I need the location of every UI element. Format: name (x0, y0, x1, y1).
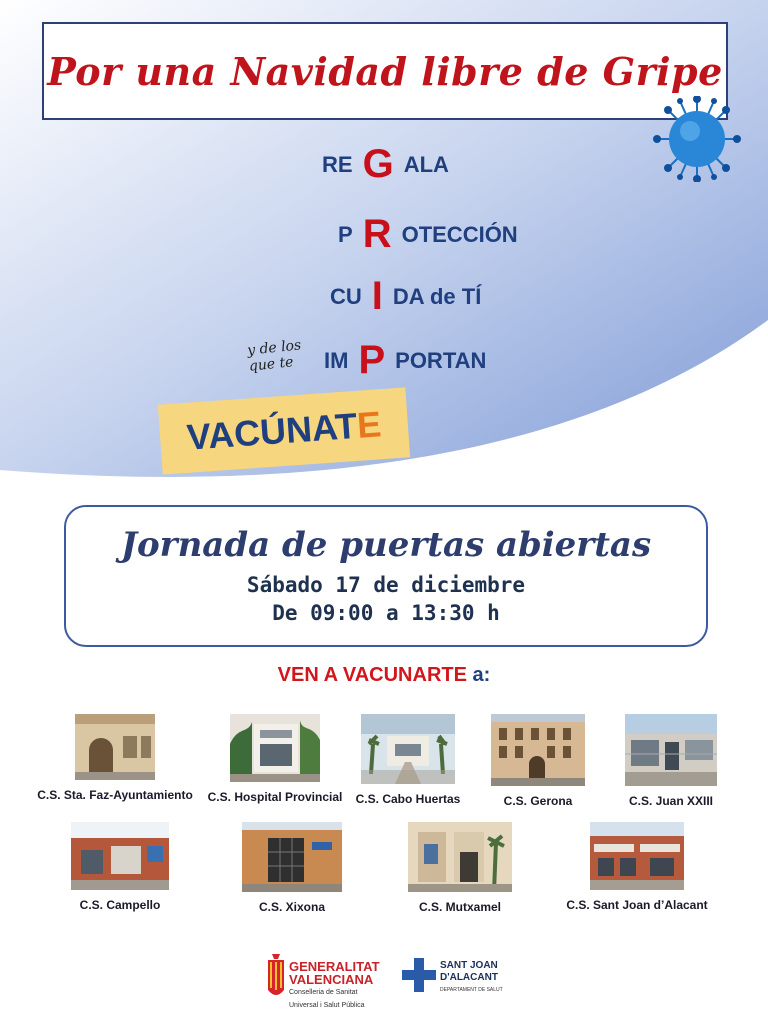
acrostic-row-3 (330, 274, 481, 319)
center-name: C.S. Hospital Provincial (207, 790, 343, 804)
center-name: C.S. Xixona (258, 900, 326, 914)
center-photo (242, 822, 342, 892)
sant-joan-sub: DEPARTAMENT DE SALUT (440, 987, 503, 993)
center-hospital-provincial (200, 714, 350, 804)
acrostic-after: OTECCIÓN (401, 221, 518, 247)
acrostic-letter: R (362, 212, 392, 256)
center-sta-faz (30, 714, 200, 802)
center-photo (491, 714, 585, 786)
center-photo (71, 822, 169, 890)
vacunate-main: VACÚNAT (185, 404, 359, 458)
vacunate-last-letter: E (355, 403, 383, 446)
generalitat-shield-icon (266, 952, 286, 1002)
center-name: C.S. Sant Joan d’Alacant (566, 898, 708, 912)
generalitat-sub1: Conselleria de Sanitat (289, 989, 358, 996)
center-juan-xxiii (610, 714, 732, 808)
acrostic-row-1 (322, 142, 449, 187)
center-photo (625, 714, 717, 786)
center-name: C.S. Mutxamel (418, 900, 502, 914)
event-title: Jornada de puertas abiertas (120, 525, 652, 565)
center-name: C.S. Cabo Huertas (355, 792, 461, 806)
event-box (64, 505, 708, 647)
acrostic-after: ALA (403, 151, 449, 177)
generalitat-logo-text (289, 960, 380, 1012)
center-photo (230, 714, 320, 782)
center-campello (60, 822, 180, 912)
script-note-line: que te (248, 354, 295, 375)
footer-logos (0, 952, 768, 1012)
acrostic-row-4 (324, 338, 486, 383)
acrostic-before: RE (322, 151, 353, 177)
generalitat-line2: VALENCIANA (289, 972, 374, 987)
center-cabo-huertas (348, 714, 468, 806)
center-photo (361, 714, 455, 784)
center-name: C.S. Juan XXIII (628, 794, 714, 808)
acrostic-letter: P (358, 338, 386, 382)
center-mutxamel (400, 822, 520, 914)
health-cross-icon (402, 958, 436, 992)
acrostic-letter: G (362, 142, 394, 186)
event-time: De 09:00 a 13:30 h (272, 601, 500, 625)
script-note-line: y de los (246, 337, 303, 359)
acrostic-after: DA de TÍ (392, 283, 482, 309)
acrostic-after: PORTAN (395, 347, 487, 373)
center-photo (590, 822, 684, 890)
acrostic-row-2 (338, 212, 518, 257)
acrostic-before: CU (330, 283, 362, 309)
ven-heading (0, 664, 768, 687)
generalitat-sub2: Universal i Salut Pública (289, 1002, 365, 1009)
center-xixona (232, 822, 352, 914)
center-photo (75, 714, 155, 780)
center-name: C.S. Campello (79, 898, 161, 912)
center-sant-joan (562, 822, 712, 912)
ven-heading-blue: a: (472, 664, 491, 686)
ven-heading-red: VEN A VACUNARTE (277, 664, 467, 686)
sant-joan-line2: D'ALACANT (440, 972, 498, 983)
script-note (246, 337, 303, 374)
acrostic-letter: I (371, 274, 383, 318)
center-photo (408, 822, 512, 892)
acrostic-before: P (338, 221, 353, 247)
sant-joan-line1: SANT JOAN (440, 960, 498, 971)
page-title: Por una Navidad libre de Gripe (47, 48, 723, 94)
center-name: C.S. Gerona (503, 794, 573, 808)
virus-illustration (652, 96, 742, 182)
center-name: C.S. Sta. Faz-Ayuntamiento (37, 788, 193, 802)
sant-joan-logo-text (440, 960, 503, 996)
center-gerona (478, 714, 598, 808)
generalitat-line1: GENERALITAT (289, 959, 380, 974)
event-date: Sábado 17 de diciembre (246, 573, 526, 597)
acrostic-before: IM (324, 347, 349, 373)
title-box (42, 22, 728, 120)
